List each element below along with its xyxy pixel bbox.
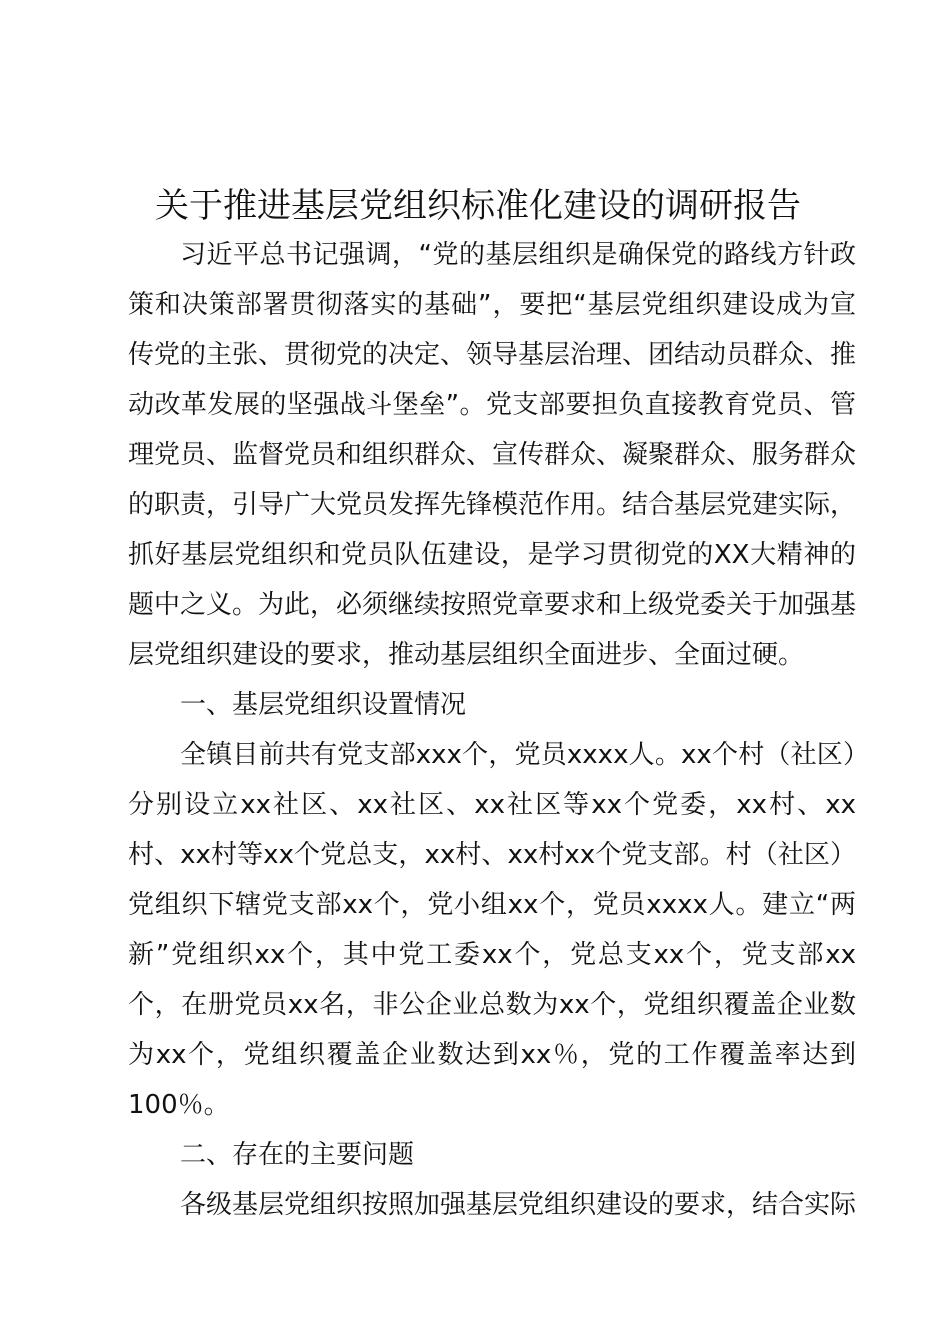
document-body [128,230,856,1230]
section-heading-1: 一、基层党组织设置情况 [180,690,467,720]
document-title: 关于推进基层党组织标准化建设的调研报告 [155,186,801,226]
section-heading-2: 二、存在的主要问题 [180,1140,415,1170]
intro-paragraph: 习近平总书记强调，“党的基层组织是确保党的路线方针政策和决策部署贯彻落实的基础”，要把“基层党组织建设成为宣传党的主张、贯彻党的决定、领导基层治理、团结动员群众、推动改革发展的坚强战斗堡垒”。党支部要担负直接教育党员、管理党员、监督党员和组织群众、宣传群众、凝聚群众、服务群众的职责，引导广大党员发挥先锋模范作用。结合基层党建实际，抓好基层党组织和党员队伍建设，是学习贯彻党的XX大精神的题中之义。为此，必须继续按照党章要求和上级党委关于加强基层党组织建设的要求，推动基层组织全面进步、全面过硬。 [128,240,857,670]
section-2-paragraph: 各级基层党组织按照加强基层党组织建设的要求，结合实际 [180,1190,857,1220]
section-1-paragraph: 全镇目前共有党支部xxx个，党员xxxx人。xx个村（社区）分别设立xx社区、xx社区、xx社区等xx个党委，xx村、xx村、xx村等xx个党总支，xx村、xx村xx个党支部。村（社区）党组织下辖党支部xx个，党小组xx个，党员xxxx人。建立“两新”党组织xx个，其中党工委xx个，党总支xx个，党支部xx个，在册党员xx名，非公企业总数为xx个，党组织覆盖企业数为xx个，党组织覆盖企业数达到xx％，党的工作覆盖率达到100％。 [128,740,856,1120]
